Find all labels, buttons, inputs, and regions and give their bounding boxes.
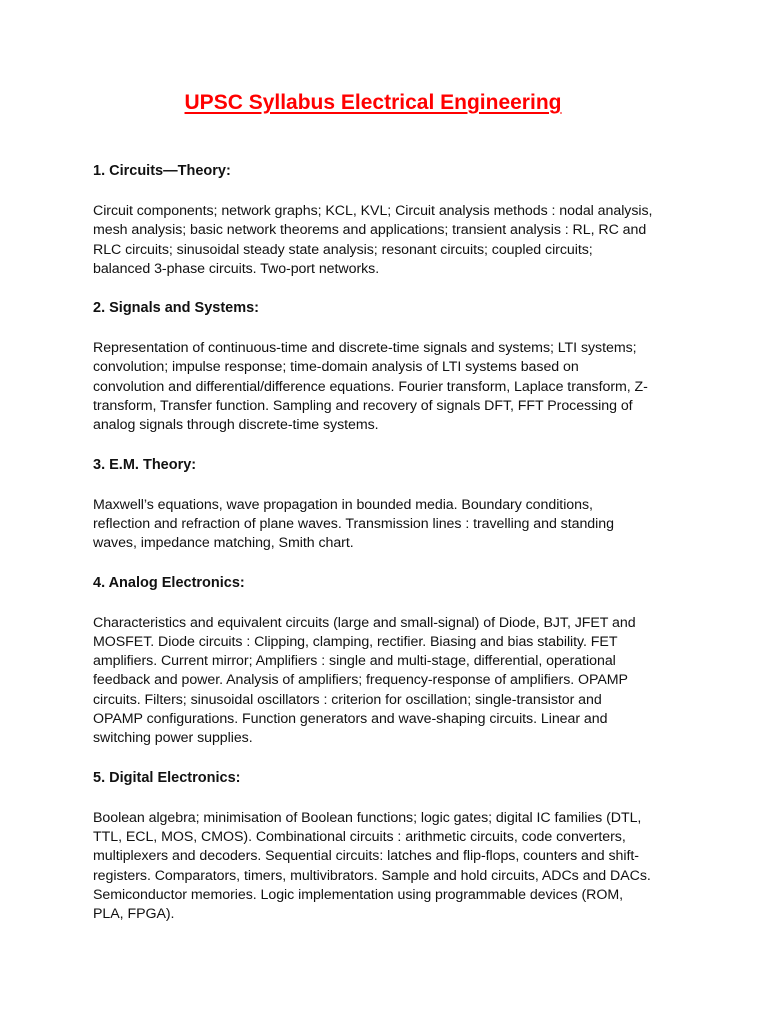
section-heading: 4. Analog Electronics: [93,574,245,591]
section-body: Boolean algebra; minimisation of Boolean functions; logic gates; digital IC families (DTL, TTL, ECL, MOS, CMOS). Combinational circuits : arithmetic circuits, code converters, multiplexers and decoders. Sequential circuits: latches and flip-flops, counters and shift-registers. Comparators, timers, multivibrators. Sample and hold circuits, ADCs and DACs. Semiconductor memories. Logic implementation using programmable devices (ROM, PLA, FPGA). [93,809,651,923]
document-title: UPSC Syllabus Electrical Engineering [184,91,562,114]
section-em-theory [93,456,653,554]
section-circuits-theory [93,162,653,279]
section-digital-electronics [93,769,653,925]
section-body: Characteristics and equivalent circuits (large and small-signal) of Diode, BJT, JFET and MOSFET. Diode circuits : Clipping, clamping, rectifier. Biasing and bias stability. FET amplifiers. Current mirror; Amplifiers : single and multi-stage, differential, operational feedback and power. Analysis of amplifiers; frequency-response of amplifiers. OPAMP circuits. Filters; sinusoidal oscillators : criterion for oscillation; single-transistor and OPAMP configurations. Function generators and wave-shaping circuits. Linear and switching power supplies. [93,614,636,747]
section-heading: 3. E.M. Theory: [93,456,197,473]
section-heading: 5. Digital Electronics: [93,769,241,786]
section-analog-electronics [93,574,653,749]
section-heading: 1. Circuits—Theory: [93,163,231,179]
document-page [93,88,653,944]
section-signals-systems [93,299,653,435]
section-heading: 2. Signals and Systems: [93,300,260,317]
section-body: Maxwell’s equations, wave propagation in bounded media. Boundary conditions, reflection and refraction of plane waves. Transmission lines : travelling and standing waves, impedance matching, Smith chart. [93,496,614,552]
section-body: Representation of continuous-time and discrete-time signals and systems; LTI systems; convolution; impulse response; time-domain analysis of LTI systems based on convolution and differential/difference equations. Fourier transform, Laplace transform, Z-transform, Transfer function. Sampling and recovery of signals DFT, FFT Processing of analog signals through discrete-time systems. [93,340,648,434]
section-body: Circuit components; network graphs; KCL, KVL; Circuit analysis methods : nodal analysis, mesh analysis; basic network theorems and applications; transient analysis : RL, RC and RLC circuits; sinusoidal steady state analysis; resonant circuits; coupled circuits; balanced 3-phase circuits. Two-port networks. [93,203,653,277]
